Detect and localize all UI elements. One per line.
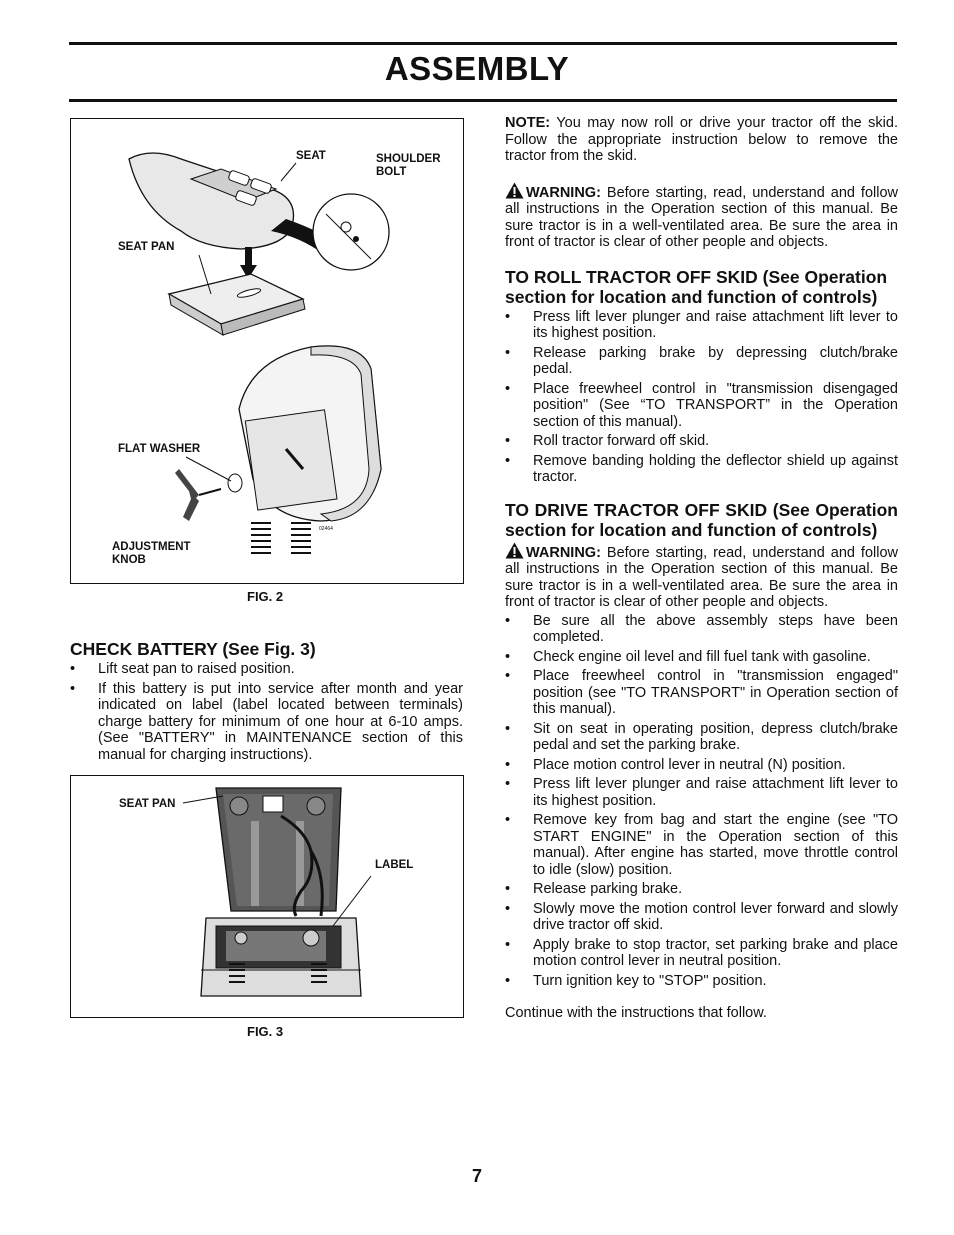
warning-icon: [505, 182, 524, 199]
callout-seat-pan: SEAT PAN: [118, 241, 175, 253]
figure-3-caption: FIG. 3: [247, 1024, 284, 1039]
callout-flat-washer: FLAT WASHER: [118, 443, 201, 455]
drive-off-skid-heading: TO DRIVE TRACTOR OFF SKID (See Operation section for location and function of controls): [505, 499, 898, 540]
list-item: • Check engine oil level and fill fuel tank with gasoline.: [505, 649, 898, 666]
figure-2: [70, 118, 464, 584]
note-label: NOTE:: [505, 115, 551, 131]
figure-ref-code: 02464: [319, 526, 333, 532]
note-paragraph: [505, 115, 898, 165]
warning-text: Before starting, read, understand and follow all instructions in the Operation section of this manual. Be sure tractor is in a well-ventilated area. Be sure the area in front of tractor is clear of other people and objects.: [505, 544, 898, 610]
list-item: • Place freewheel control in "transmission engaged" position (see "TO TRANSPORT" in Operation section of this manual).: [505, 668, 898, 718]
figure-3: [70, 775, 464, 1018]
list-item: • Press lift lever plunger and raise attachment lift lever to its highest position.: [505, 309, 898, 342]
list-item: • Place motion control lever in neutral (N) position.: [505, 757, 898, 774]
figure-2-caption: FIG. 2: [247, 589, 284, 604]
list-item: • Roll tractor forward off skid.: [505, 433, 898, 450]
list-item: • Release parking brake by depressing clutch/brake pedal.: [505, 345, 898, 378]
roll-off-skid-list: [505, 309, 898, 486]
battery-illustration: [71, 776, 463, 1017]
callout-adjustment-knob: ADJUSTMENT KNOB: [112, 541, 191, 566]
seat-assembly-illustration: [71, 119, 463, 583]
page-title: ASSEMBLY: [384, 50, 570, 87]
warning-label: WARNING:: [526, 184, 601, 201]
continue-text: Continue with the instructions that follow.: [505, 1005, 767, 1021]
list-item: • Be sure all the above assembly steps have been completed.: [505, 613, 898, 646]
list-item: • Sit on seat in operating position, depress clutch/brake pedal and set the parking brake.: [505, 721, 898, 754]
check-battery-section: [70, 639, 463, 766]
header-rule-top: [69, 42, 897, 45]
list-item: • Release parking brake.: [505, 881, 898, 898]
header-rule-bottom: [69, 99, 897, 102]
warning-paragraph-2: [505, 542, 898, 611]
list-item: • Press lift lever plunger and raise attachment lift lever to its highest position.: [505, 776, 898, 809]
warning-text: Before starting, read, understand and follow all instructions in the Operation section of this manual. Be sure tractor is in a well-ventilated area. Be sure the area in front of tractor is clear of other people and objects.: [505, 184, 898, 250]
warning-label: WARNING:: [526, 544, 601, 561]
drive-off-skid-list: [505, 613, 898, 990]
page-number: 7: [471, 1166, 482, 1186]
callout-seat-pan: SEAT PAN: [119, 798, 176, 810]
list-item: • Apply brake to stop tractor, set parking brake and place motion control lever in neutral position.: [505, 937, 898, 970]
list-item: • Remove key from bag and start the engine (see "TO START ENGINE" in the Operation section of this manual). After engine has started, move throttle control to idle (slow) position.: [505, 812, 898, 878]
callout-label: LABEL: [375, 859, 414, 871]
note-text: You may now roll or drive your tractor off the skid. Follow the appropriate instruction below to remove the tractor from the skid.: [505, 115, 898, 164]
warning-icon: [505, 542, 524, 559]
list-item: • Lift seat pan to raised position.: [70, 661, 463, 678]
list-item: • If this battery is put into service after month and year indicated on label (label located between terminals) charge battery for minimum of one hour at 6-10 amps. (See "BATTERY" in MAINTENANCE section of this manual for charging instructions).: [70, 681, 463, 764]
callout-shoulder-bolt: SHOULDER BOLT: [376, 153, 441, 178]
callout-seat: SEAT: [296, 150, 326, 162]
roll-off-skid-heading: TO ROLL TRACTOR OFF SKID (See Operation section for location and function of controls): [505, 266, 888, 307]
list-item: • Place freewheel control in "transmission disengaged position" (See “TO TRANSPORT” in the Operation section of this manual).: [505, 381, 898, 431]
list-item: • Slowly move the motion control lever forward and slowly drive tractor off skid.: [505, 901, 898, 934]
right-column: [505, 115, 898, 1022]
list-item: • Turn ignition key to "STOP" position.: [505, 973, 898, 990]
list-item: • Remove banding holding the deflector shield up against tractor.: [505, 453, 898, 486]
warning-paragraph-1: [505, 182, 898, 251]
check-battery-heading: CHECK BATTERY (See Fig. 3): [70, 639, 316, 659]
